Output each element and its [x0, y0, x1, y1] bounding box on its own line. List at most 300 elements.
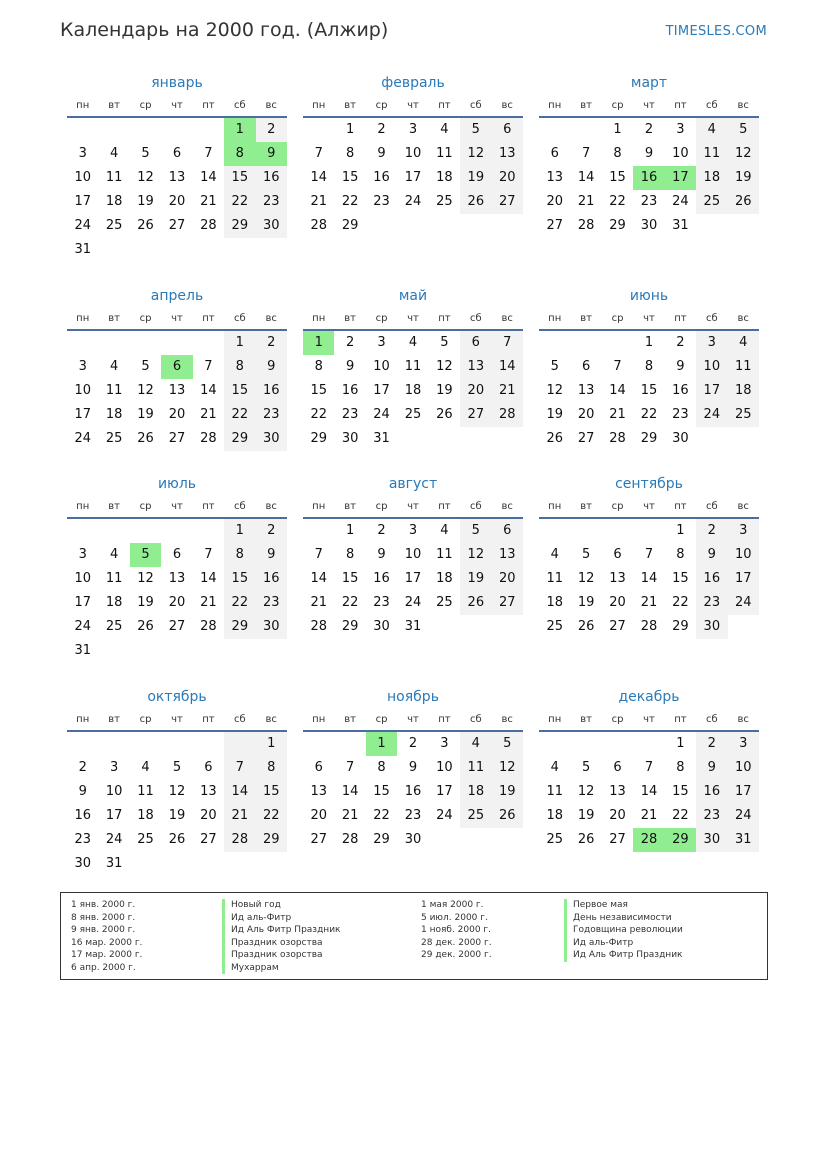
empty-cell — [492, 214, 523, 238]
empty-cell — [256, 852, 287, 876]
day-cell: 29 — [341, 619, 359, 634]
week-row — [303, 543, 523, 567]
empty-cell — [460, 427, 491, 451]
week-row — [303, 780, 523, 804]
weekday-label: вс — [737, 313, 749, 324]
weekday-label: сб — [705, 714, 718, 725]
empty-cell — [161, 238, 192, 262]
day-cell: 19 — [546, 407, 563, 422]
legend-date: 1 мая 2000 г. — [421, 900, 484, 910]
weekday-label: вс — [501, 501, 513, 512]
day-cell: 27 — [460, 403, 491, 427]
empty-cell — [130, 852, 161, 876]
week-row — [67, 403, 287, 427]
day-cell: 26 — [460, 190, 491, 214]
empty-cell — [161, 118, 192, 142]
weekday-label: сб — [469, 501, 482, 512]
empty-cell — [130, 238, 161, 262]
empty-cell — [98, 639, 129, 663]
legend-date: 6 апр. 2000 г. — [71, 962, 136, 973]
weekday-label: ср — [375, 501, 388, 512]
day-cell: 27 — [609, 619, 626, 634]
legend-date: 17 мар. 2000 г. — [71, 950, 143, 960]
day-cell: 14 — [200, 170, 217, 185]
day-cell: 19 — [728, 166, 759, 190]
day-cell: 3 — [440, 736, 449, 751]
day-cell: 18 — [404, 383, 422, 398]
week-row — [67, 732, 287, 756]
week-row — [67, 331, 287, 355]
day-cell: 21 — [310, 194, 327, 209]
month-name: ноябрь — [387, 689, 439, 705]
month-name: февраль — [381, 75, 445, 91]
legend-holiday-name: Ид аль-Фитр — [564, 937, 683, 950]
week-row — [539, 214, 759, 238]
day-cell: 11 — [137, 784, 154, 799]
day-cell: 15 — [224, 379, 255, 403]
week-row — [67, 379, 287, 403]
month-name: июнь — [629, 288, 669, 304]
day-cell: 30 — [256, 214, 287, 238]
empty-cell — [602, 732, 633, 756]
week-row — [539, 427, 759, 451]
day-cell: 7 — [644, 760, 654, 775]
empty-cell — [224, 238, 255, 262]
day-cell: 1 — [676, 736, 685, 751]
day-cell: 8 — [256, 756, 287, 780]
day-cell: 25 — [105, 218, 123, 233]
day-cell: 2 — [256, 118, 287, 142]
day-cell: 1 — [676, 523, 685, 538]
empty-cell — [633, 519, 664, 543]
empty-cell — [570, 732, 601, 756]
day-cell: 21 — [609, 407, 626, 422]
weekday-label: ср — [375, 313, 388, 324]
day-cell: 20 — [310, 808, 327, 823]
day-cell: 14 — [492, 355, 523, 379]
weekday-label: вс — [501, 714, 513, 725]
week-row — [539, 591, 759, 615]
weekday-label: пт — [674, 714, 687, 725]
day-cell: 4 — [141, 760, 150, 775]
day-cell: 6 — [492, 519, 523, 543]
day-cell: 5 — [172, 760, 182, 775]
day-cell: 19 — [460, 567, 491, 591]
day-cell: 23 — [256, 190, 287, 214]
weekday-label: пт — [438, 714, 451, 725]
day-cell: 7 — [581, 146, 591, 161]
week-row — [303, 403, 523, 427]
day-cell: 19 — [492, 780, 523, 804]
day-cell: 14 — [577, 170, 595, 185]
day-cell: 16 — [696, 567, 727, 591]
day-cell: 23 — [696, 804, 727, 828]
day-cell: 16 — [373, 170, 390, 185]
legend-dates-right — [421, 899, 492, 962]
weekday-label: вт — [580, 501, 592, 512]
legend-date: 8 янв. 2000 г. — [71, 912, 136, 923]
weekday-label: пн — [548, 714, 562, 725]
month-3 — [539, 72, 759, 238]
empty-cell — [429, 214, 460, 238]
day-cell: 26 — [460, 591, 491, 615]
empty-cell — [397, 214, 428, 238]
week-row — [539, 543, 759, 567]
day-cell: 12 — [137, 571, 154, 586]
day-cell: 17 — [404, 571, 422, 586]
day-cell: 12 — [492, 756, 523, 780]
day-cell: 3 — [676, 122, 685, 137]
day-cell: 8 — [345, 547, 355, 562]
legend-holiday-name: День независимости — [564, 912, 683, 925]
site-link[interactable]: TIMESLES.COM — [665, 24, 767, 39]
empty-cell — [98, 238, 129, 262]
empty-cell — [130, 118, 161, 142]
empty-cell — [492, 427, 523, 451]
day-cell: 1 — [366, 732, 397, 756]
week-row — [67, 214, 287, 238]
weekday-label: сб — [233, 100, 246, 111]
day-cell: 25 — [436, 194, 453, 209]
day-cell: 17 — [696, 379, 727, 403]
empty-cell — [98, 118, 129, 142]
weekday-header — [303, 307, 523, 331]
day-cell: 8 — [224, 142, 255, 166]
weekday-label: пн — [76, 501, 90, 512]
day-cell: 27 — [546, 218, 563, 233]
day-cell: 1 — [644, 335, 654, 350]
day-cell: 26 — [436, 407, 453, 422]
day-cell: 16 — [696, 780, 727, 804]
week-row — [67, 166, 287, 190]
month-8 — [303, 473, 523, 639]
weekday-label: пн — [312, 714, 326, 725]
legend-names-left — [222, 899, 340, 974]
day-cell: 11 — [460, 756, 491, 780]
empty-cell — [728, 214, 759, 238]
day-cell: 7 — [613, 359, 622, 374]
weekday-label: сб — [469, 714, 482, 725]
week-row — [303, 756, 523, 780]
day-cell: 30 — [74, 856, 91, 871]
weekday-label: сб — [705, 313, 718, 324]
day-cell: 2 — [676, 335, 685, 350]
day-cell: 31 — [672, 218, 689, 233]
day-cell: 11 — [105, 170, 123, 185]
weekday-label: вт — [344, 313, 356, 324]
month-11 — [303, 686, 523, 852]
day-cell: 18 — [460, 780, 491, 804]
weekday-label: сб — [705, 100, 718, 111]
day-cell: 31 — [105, 856, 123, 871]
weekday-label: вт — [108, 714, 120, 725]
day-cell: 15 — [640, 383, 658, 398]
day-cell: 3 — [78, 359, 87, 374]
day-cell: 15 — [310, 383, 327, 398]
day-cell: 15 — [256, 780, 287, 804]
day-cell: 14 — [341, 784, 359, 799]
day-cell: 12 — [460, 142, 491, 166]
weekday-label: пн — [76, 714, 90, 725]
day-cell: 8 — [676, 547, 685, 562]
day-cell: 6 — [204, 760, 213, 775]
day-cell: 22 — [609, 194, 626, 209]
day-cell: 8 — [377, 760, 386, 775]
week-row — [303, 615, 523, 639]
empty-cell — [161, 732, 192, 756]
day-cell: 4 — [109, 547, 119, 562]
day-cell: 16 — [256, 166, 287, 190]
weekday-label: вс — [501, 100, 513, 111]
day-cell: 9 — [256, 142, 287, 166]
empty-cell — [98, 331, 129, 355]
day-cell: 29 — [256, 828, 287, 852]
weekday-header — [67, 94, 287, 118]
empty-cell — [633, 732, 664, 756]
day-cell: 11 — [696, 142, 727, 166]
weekday-label: ср — [375, 100, 388, 111]
day-cell: 20 — [168, 407, 186, 422]
day-cell: 3 — [408, 523, 418, 538]
week-row — [67, 780, 287, 804]
weekday-label: пн — [312, 313, 326, 324]
day-cell: 13 — [609, 784, 626, 799]
day-cell: 20 — [168, 595, 186, 610]
day-cell: 12 — [728, 142, 759, 166]
weekday-label: вт — [108, 501, 120, 512]
day-cell: 6 — [314, 760, 323, 775]
day-cell: 20 — [200, 808, 217, 823]
weekday-label: чт — [643, 501, 655, 512]
empty-cell — [429, 427, 460, 451]
weekday-label: ср — [139, 100, 152, 111]
empty-cell — [130, 519, 161, 543]
empty-cell — [460, 615, 491, 639]
day-cell: 11 — [546, 784, 563, 799]
day-cell: 3 — [377, 335, 386, 350]
day-cell: 11 — [105, 571, 123, 586]
weekday-label: вс — [737, 501, 749, 512]
day-cell: 26 — [168, 832, 186, 847]
week-row — [303, 519, 523, 543]
day-cell: 18 — [728, 379, 759, 403]
empty-cell — [130, 639, 161, 663]
day-cell: 16 — [256, 379, 287, 403]
day-cell: 13 — [168, 383, 186, 398]
day-cell: 8 — [613, 146, 622, 161]
empty-cell — [193, 852, 224, 876]
day-cell: 17 — [728, 567, 759, 591]
day-cell: 17 — [74, 595, 91, 610]
empty-cell — [570, 118, 601, 142]
weekday-label: пт — [674, 313, 687, 324]
weekday-label: ср — [139, 714, 152, 725]
empty-cell — [98, 519, 129, 543]
day-cell: 3 — [408, 122, 418, 137]
holiday-legend — [60, 892, 768, 980]
day-cell: 23 — [672, 407, 689, 422]
empty-cell — [429, 615, 460, 639]
day-cell: 13 — [310, 784, 327, 799]
day-cell: 3 — [728, 519, 759, 543]
week-row — [539, 780, 759, 804]
day-cell: 12 — [137, 170, 154, 185]
weekday-label: чт — [171, 100, 183, 111]
weekday-label: сб — [233, 714, 246, 725]
legend-date: 9 янв. 2000 г. — [71, 925, 136, 935]
day-cell: 8 — [314, 359, 323, 374]
weekday-label: чт — [407, 714, 419, 725]
day-cell: 18 — [696, 166, 727, 190]
week-row — [539, 403, 759, 427]
day-cell: 6 — [460, 331, 491, 355]
day-cell: 1 — [224, 519, 255, 543]
day-cell: 29 — [224, 615, 255, 639]
day-cell: 17 — [665, 166, 696, 190]
week-row — [539, 142, 759, 166]
empty-cell — [193, 732, 224, 756]
day-cell: 17 — [105, 808, 123, 823]
day-cell: 4 — [550, 547, 559, 562]
day-cell: 24 — [696, 403, 727, 427]
weekday-label: вт — [344, 100, 356, 111]
empty-cell — [492, 615, 523, 639]
day-cell: 25 — [460, 804, 491, 828]
week-row — [67, 591, 287, 615]
day-cell: 2 — [377, 122, 386, 137]
day-cell: 17 — [436, 784, 453, 799]
day-cell: 29 — [310, 431, 327, 446]
day-cell: 22 — [373, 808, 390, 823]
day-cell: 28 — [577, 218, 595, 233]
day-cell: 19 — [460, 166, 491, 190]
day-cell: 2 — [696, 519, 727, 543]
empty-cell — [539, 331, 570, 355]
day-cell: 26 — [577, 832, 595, 847]
legend-holiday-name: Новый год — [222, 899, 340, 912]
day-cell: 11 — [728, 355, 759, 379]
day-cell: 7 — [644, 547, 654, 562]
weekday-label: ср — [611, 714, 624, 725]
weekday-label: ср — [375, 714, 388, 725]
legend-names-right — [564, 899, 683, 962]
day-cell: 8 — [345, 146, 355, 161]
day-cell: 19 — [137, 595, 154, 610]
day-cell: 21 — [200, 194, 217, 209]
day-cell: 19 — [577, 595, 595, 610]
day-cell: 17 — [74, 194, 91, 209]
day-cell: 24 — [436, 808, 453, 823]
week-row — [67, 828, 287, 852]
day-cell: 7 — [314, 547, 323, 562]
day-cell: 14 — [200, 571, 217, 586]
day-cell: 5 — [460, 519, 491, 543]
day-cell: 4 — [550, 760, 559, 775]
empty-cell — [161, 852, 192, 876]
empty-cell — [224, 852, 255, 876]
day-cell: 22 — [224, 403, 255, 427]
day-cell: 16 — [341, 383, 359, 398]
weekday-label: вт — [344, 501, 356, 512]
day-cell: 16 — [672, 383, 689, 398]
day-cell: 25 — [546, 832, 563, 847]
day-cell: 2 — [696, 732, 727, 756]
day-cell: 11 — [436, 146, 453, 161]
day-cell: 20 — [546, 194, 563, 209]
day-cell: 23 — [373, 595, 390, 610]
day-cell: 25 — [696, 190, 727, 214]
day-cell: 21 — [224, 804, 255, 828]
day-cell: 12 — [137, 383, 154, 398]
day-cell: 4 — [109, 146, 119, 161]
day-cell: 9 — [408, 760, 418, 775]
day-cell: 14 — [640, 571, 658, 586]
day-cell: 29 — [373, 832, 390, 847]
day-cell: 30 — [373, 619, 390, 634]
day-cell: 17 — [74, 407, 91, 422]
day-cell: 7 — [204, 547, 213, 562]
empty-cell — [728, 427, 759, 451]
day-cell: 31 — [74, 242, 91, 257]
empty-cell — [193, 519, 224, 543]
legend-holiday-name: Праздник озорства — [222, 937, 340, 950]
day-cell: 12 — [460, 543, 491, 567]
day-cell: 25 — [137, 832, 154, 847]
empty-cell — [570, 519, 601, 543]
day-cell: 27 — [200, 832, 217, 847]
day-cell: 26 — [137, 431, 154, 446]
day-cell: 15 — [609, 170, 626, 185]
day-cell: 15 — [672, 784, 689, 799]
day-cell: 18 — [137, 808, 154, 823]
weekday-label: сб — [705, 501, 718, 512]
day-cell: 30 — [640, 218, 658, 233]
day-cell: 2 — [408, 736, 418, 751]
week-row — [539, 379, 759, 403]
legend-holiday-name: Мухаррам — [222, 962, 340, 975]
week-row — [303, 118, 523, 142]
weekday-label: вт — [344, 714, 356, 725]
day-cell: 16 — [373, 571, 390, 586]
weekday-header — [303, 94, 523, 118]
weekday-header — [539, 495, 759, 519]
legend-holiday-name: Первое мая — [564, 899, 683, 912]
empty-cell — [728, 615, 759, 639]
weekday-header — [67, 307, 287, 331]
empty-cell — [161, 331, 192, 355]
day-cell: 9 — [696, 543, 727, 567]
weekday-label: пт — [438, 313, 451, 324]
day-cell: 10 — [74, 383, 91, 398]
day-cell: 4 — [109, 359, 119, 374]
day-cell: 22 — [256, 804, 287, 828]
empty-cell — [334, 732, 365, 756]
day-cell: 18 — [436, 170, 453, 185]
day-cell: 23 — [640, 194, 658, 209]
day-cell: 21 — [577, 194, 595, 209]
day-cell: 31 — [404, 619, 422, 634]
weekday-label: чт — [407, 100, 419, 111]
week-row — [67, 142, 287, 166]
week-row — [539, 166, 759, 190]
legend-holiday-name: Годовщина революции — [564, 924, 683, 937]
week-row — [303, 804, 523, 828]
month-name: август — [388, 476, 438, 492]
day-cell: 21 — [310, 595, 327, 610]
empty-cell — [67, 118, 98, 142]
weekday-label: вт — [580, 714, 592, 725]
week-row — [303, 166, 523, 190]
